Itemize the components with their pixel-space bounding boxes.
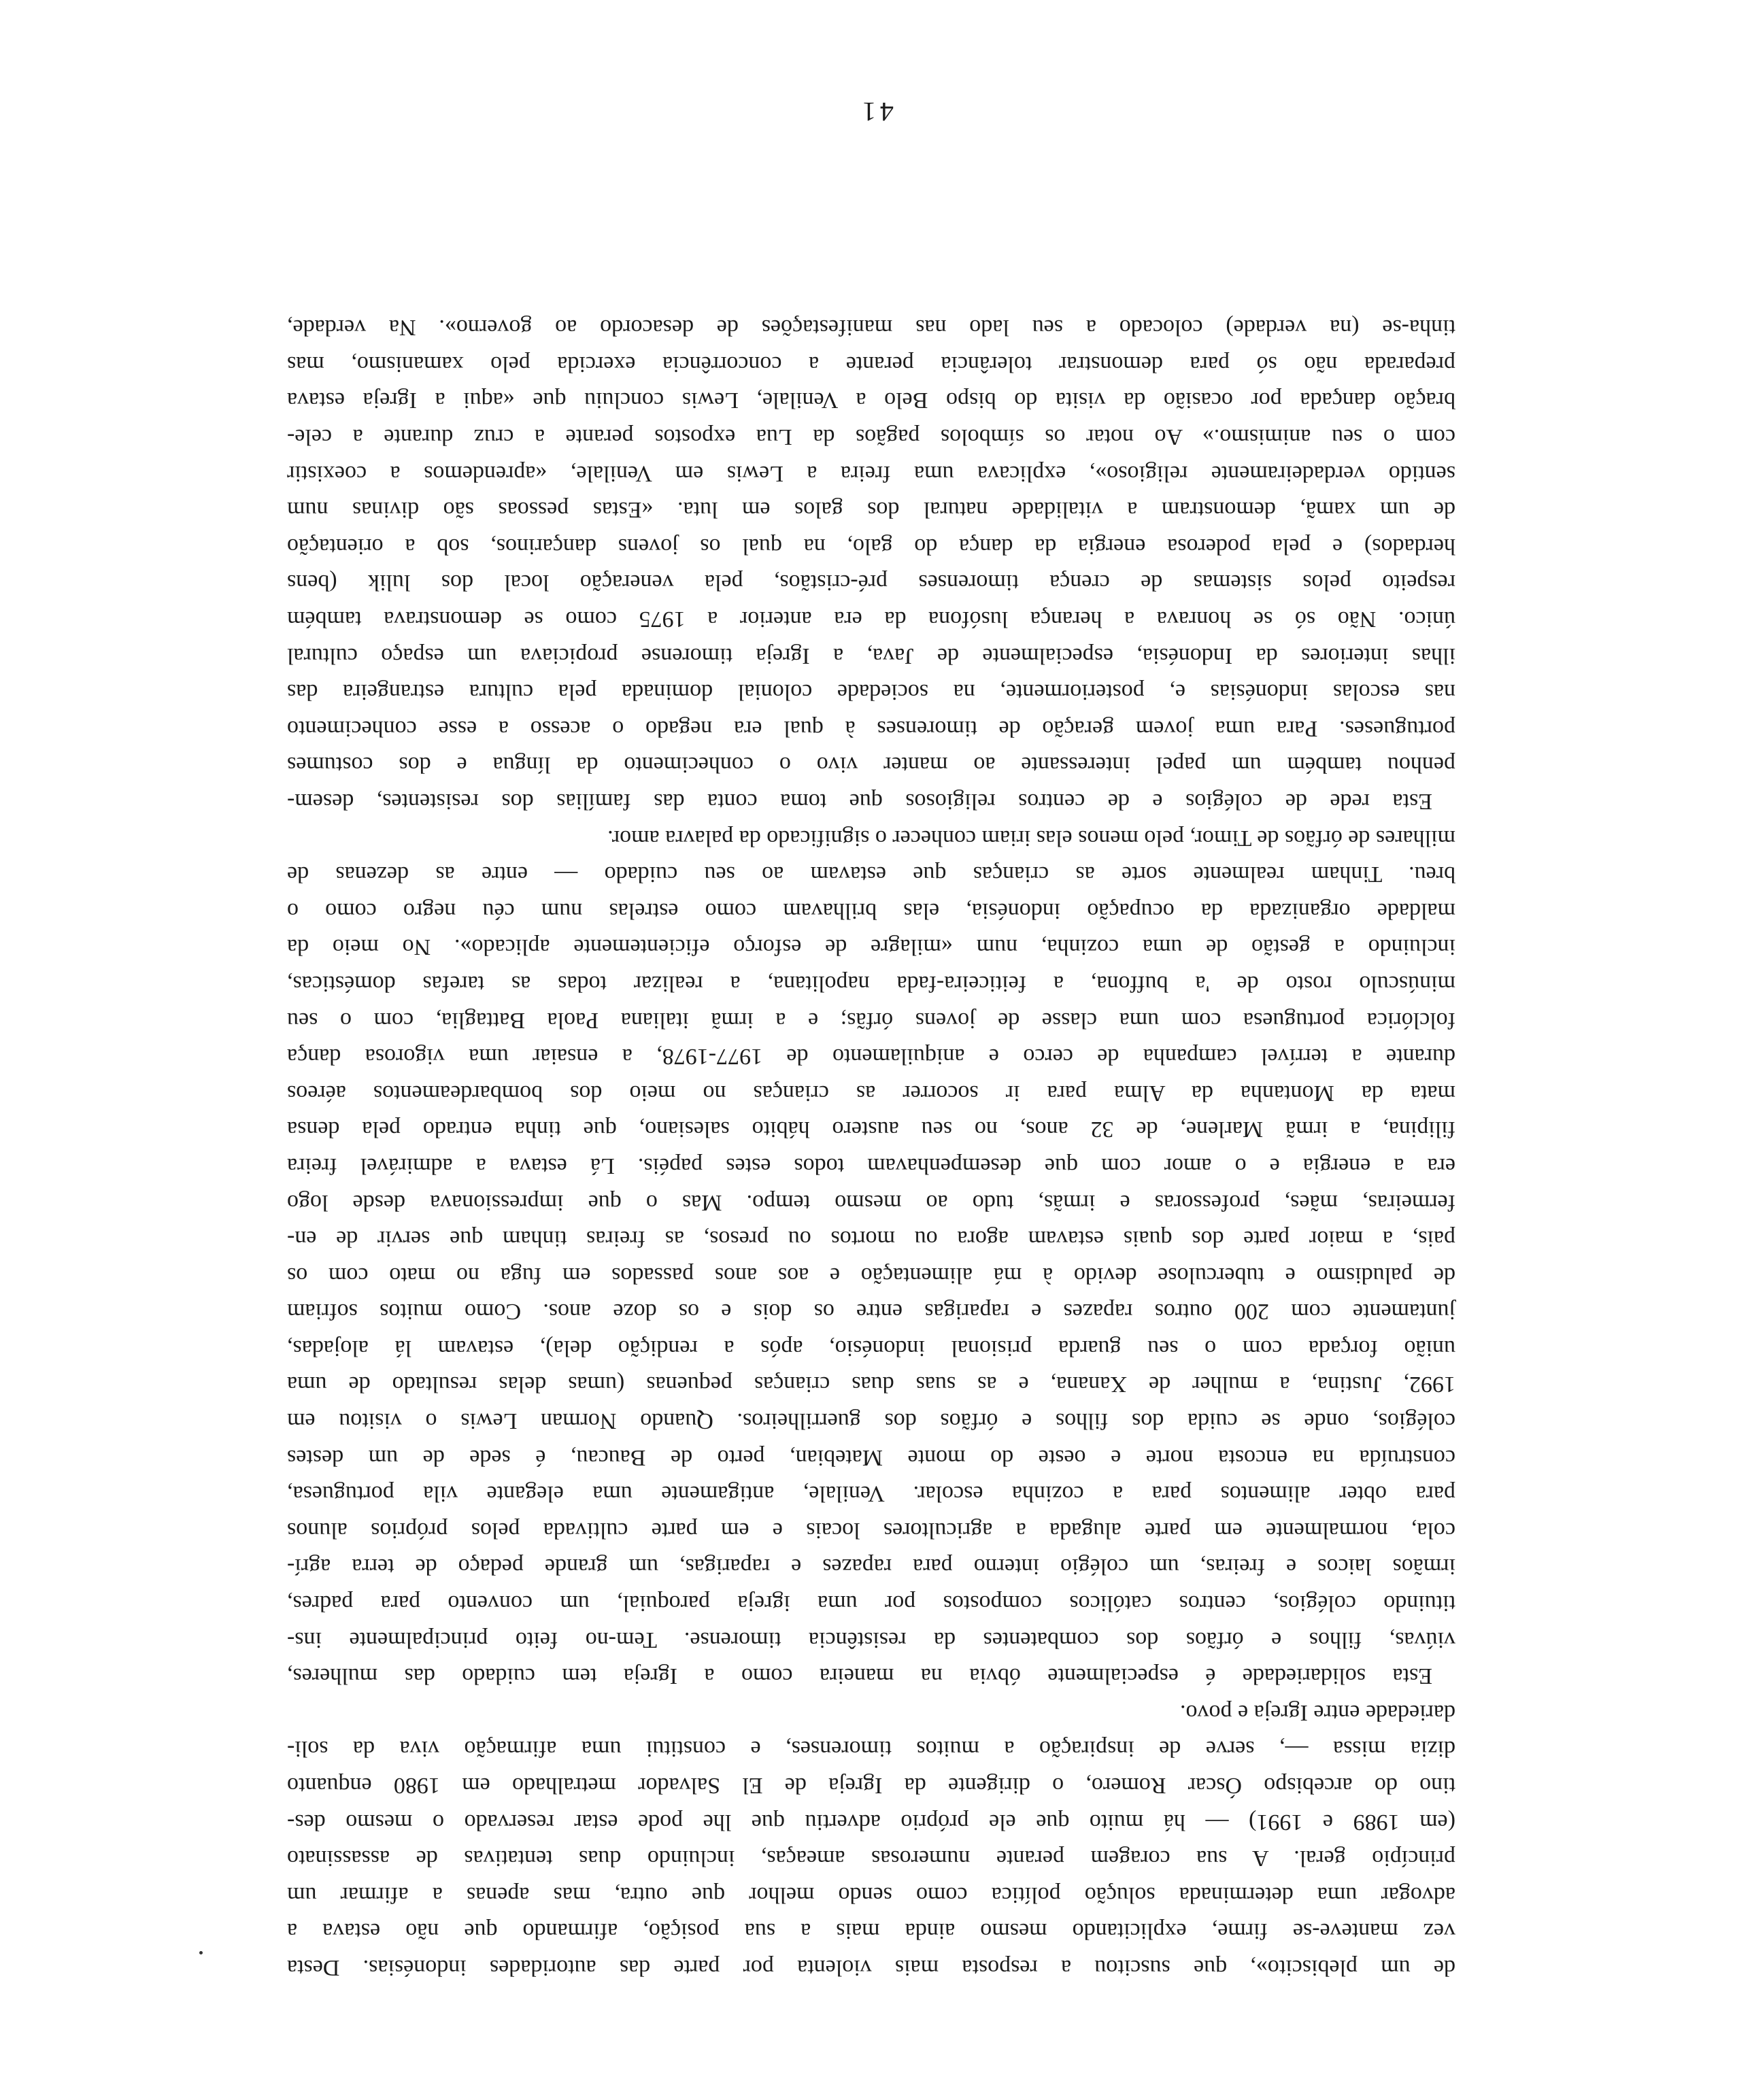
text-line: irmãos laicos e freiras, um colégio interno para rapazes e raparigas, um grande pedaço de terra agrí- [287,1554,1455,1580]
text-line: (em 1989 e 1991) — há muito que ele próprio advertiu que lhe pode estar reservado o mesmo des- [287,1809,1455,1835]
text-line: herdados) e pela poderosa energia da dança do galo, na qual os jovens dançarinos, sob a orientação [287,533,1455,559]
text-line: construída na encosta norte e oeste do monte Matebian, perto de Baucau, é sede de um destes [287,1444,1455,1470]
text-line: com o seu animismo.» Ao notar os símbolos pagãos da Lua expostos perante a cruz durante a cele- [287,424,1455,450]
body-text [287,309,1455,1986]
text-line: preparada não só para demonstrar tolerância perante a concorrência exercida pelo xamanismo, mas [287,351,1455,377]
text-line: cola, normalmente em parte alugada a agricultores locais e em parte cultivada pelos próprios alunos [287,1517,1455,1543]
text-line: dizia missa —, serve de inspiração a muitos timorenses, e constitui uma afirmação viva da soli- [287,1736,1455,1762]
text-line: milhares de órfãos de Timor, pelo menos elas iriam conhecer o significado da palavra amor. [607,825,1455,851]
text-line: pais, a maior parte dos quais estavam agora ou mortos ou presos, as freiras tinham que servir de en- [287,1226,1455,1252]
text-line: sentido verdadeiramente religioso», explicava uma freira a Lewis em Venilale, «aprendemos a coexistir [287,460,1455,486]
text-line: portugueses. Para uma jovem geração de timorenses à qual era negado o acesso a esse conhecimento [287,715,1455,741]
page-number: 41 [858,97,894,127]
text-line: advogar uma determinada solução política como sendo melhor que outra, mas apenas a afirmar um [287,1882,1455,1908]
text-line: viúvas, filhos e órfãos dos combatentes da resistência timorense. Tem-no feito principalmente ins- [287,1627,1455,1653]
text-line: dariedade entre Igreja e povo. [1180,1699,1455,1725]
text-line: princípio geral. A sua coragem perante numerosas ameaças, incluindo duas tentativas de assassinato [287,1846,1455,1872]
text-line: ilhas interiores da Indonésia, especialmente de Java, a Igreja timorense propiciava um espaço cultural [287,643,1455,668]
text-line: incluindo a gestão de uma cozinha, num «milagre de esforço eficientemente aplicado». No meio da [287,934,1455,960]
text-line: Esta solidariedade é especialmente óbvia na maneira como a Igreja tem cuidado das mulheres, [287,1663,1432,1689]
text-line: de um plebiscito», que suscitou a resposta mais violenta por parte das autoridades indonésias. Desta [287,1955,1455,1980]
text-line: respeito pelos sistemas de crença timorenses pré-cristãos, pela veneração local dos lulik (bens [287,570,1455,596]
text-line: breu. Tinham realmente sorte as crianças que estavam ao seu cuidado — entre as dezenas de [287,862,1455,887]
text-line: fermeiras, mães, professoras e irmãs, tudo ao mesmo tempo. Mas o que impressionava desde logo [287,1189,1455,1215]
scan-speck [199,1951,203,1954]
text-line: juntamente com 200 outros rapazes e raparigas entre os dois e os doze anos. Como muitos sofriam [287,1299,1455,1325]
text-line: união forçada com o seu guarda prisional indonésio, após a rendição dela), estavam lá alojadas, [287,1335,1455,1361]
text-line: tinha-se (na verdade) colocado a seu lado nas manifestações de desacordo ao governo». Na verdade, [287,315,1455,341]
text-line: tituindo colégios, centros católicos compostos por uma igreja paroquial, um convento para padres, [287,1591,1455,1616]
text-line: único. Não só se honrava a herança lusófona da era anterior a 1975 como se demonstrava também [287,607,1455,632]
text-line: filipina, a irmã Marlene, de 32 anos, no seu austero hábito salesiano, que tinha entrado pela densa [287,1117,1455,1142]
text-line: folclórica portuguesa com uma classe de jovens órfãs; e a irmã italiana Paola Battaglia, com o seu [287,1007,1455,1033]
text-line: Esta rede de colégios e de centros religiosos que toma conta das famílias dos resistentes, desem- [287,789,1432,814]
text-line: 1992, Justina, a mulher de Xanana, e as suas duas crianças pequenas (umas delas resultado de uma [287,1372,1455,1398]
text-line: para obter alimentos para a cozinha escolar. Venilale, antigamente uma elegante vila portuguesa, [287,1481,1455,1507]
text-line: mata da Montanha da Alma para ir socorrer as crianças no meio dos bombardeamentos aéreos [287,1080,1455,1106]
text-line: penhou também um papel interessante ao manter vivo o conhecimento da língua e dos costumes [287,752,1455,778]
text-line: de um xamã, demonstram a vitalidade natural dos galos em luta. «Estas pessoas são divinas num [287,497,1455,523]
text-line: nas escolas indonésias e, posteriormente, na sociedade colonial dominada pela cultura estrangeira das [287,679,1455,705]
text-line: durante a terrível campanha de cerco e aniquilamento de 1977-1978, a ensaiar uma vigorosa dança [287,1044,1455,1070]
text-line: maldade organizada da ocupação indonésia, elas brilhavam como estrelas num céu negro como o [287,898,1455,924]
text-line: bração dançada por ocasião da visita do bispo Belo a Venilale, Lewis concluiu que «aqui a Igreja estava [287,388,1455,413]
text-line: de paludismo e tuberculose devido à má alimentação e aos anos passados em fuga no mato com os [287,1262,1455,1288]
text-line: era a energia e o amor com que desempenhavam todos estes papéis. Lá estava a admirável freira [287,1153,1455,1179]
text-line: vez manteve-se firme, explicitando mesmo ainda mais a sua posição, afirmando que não estava a [287,1918,1455,1944]
text-line: minúsculo rosto de 'a buffona, a feiticeira-fada napolitana, a realizar todas as tarefas domésticas, [287,970,1455,996]
text-line: tino do arcebispo Óscar Romero, o dirigente da Igreja de El Salvador metralhado em 1980 enquanto [287,1773,1455,1799]
text-line: colégios, onde se cuida dos filhos e órfãos dos guerrilheiros. Quando Norman Lewis o visitou em [287,1408,1455,1434]
